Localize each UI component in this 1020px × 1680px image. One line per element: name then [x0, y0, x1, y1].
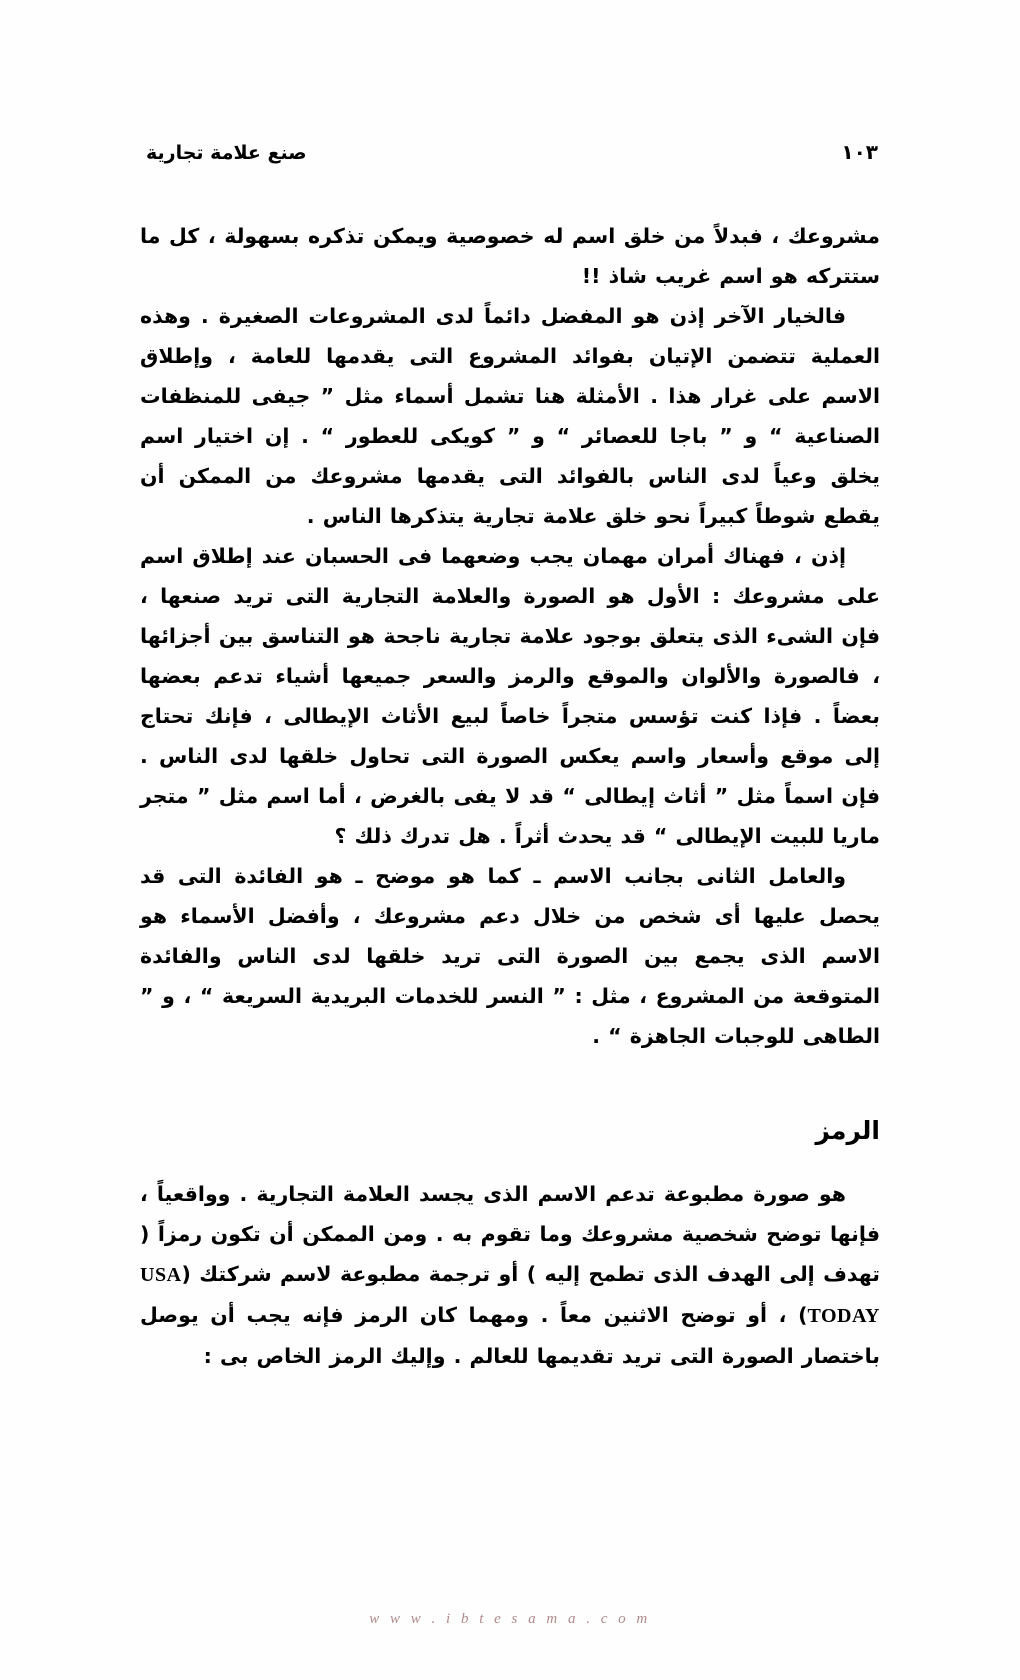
running-head — [140, 140, 880, 164]
section-paragraph-part-1: هو صورة مطبوعة تدعم الاسم الذى يجسد العلامة التجارية . وواقعياً ، فإنها توضح شخصية مشروعك وما تقوم به . ومن الممكن أن تكون رمزاً ( تهدف إلى الهدف الذى تطمح إليه ) أو ترجمة مطبوعة لاسم شركتك ( — [140, 1182, 880, 1286]
brand-name-usa-today: USA TODAY — [140, 1264, 880, 1327]
section-paragraph-part-2: ) ، أو توضح الاثنين معاً . ومهما كان الرمز فإنه يجب أن يوصل باختصار الصورة التى تريد تقديمها للعالم . وإليك الرمز الخاص بى : — [140, 1303, 880, 1368]
running-head-title: صنع علامة تجارية — [146, 142, 307, 164]
watermark-text: w w w . i b t e s a m a . c o m — [369, 1611, 651, 1627]
section-heading-symbol: الرمز — [815, 1116, 880, 1145]
paragraph-2: فالخيار الآخر إذن هو المفضل دائماً لدى المشروعات الصغيرة . وهذه العملية تتضمن الإتيان بفوائد المشروع التى يقدمها للعامة ، وإطلاق الاسم على غرار هذا . الأمثلة هنا تشمل أسماء مثل ” جيفى للمنظفات الصناعية “ و ” باجا للعصائر “ و ” كويكى للعطور “ . إن اختيار اسم يخلق وعياً لدى الناس بالفوائد التى يقدمها مشروعك من الممكن أن يقطع شوطاً كبيراً نحو خلق علامة تجارية يتذكرها الناس . — [140, 304, 880, 528]
paragraph-3: إذن ، فهناك أمران مهمان يجب وضعهما فى الحسبان عند إطلاق اسم على مشروعك : الأول هو الصورة والعلامة التجارية التى تريد صنعها ، فإن الشىء الذى يتعلق بوجود علامة تجارية ناجحة هو التناسق بين أجزائها ، فالصورة والألوان والموقع والرمز والسعر جميعها أشياء تدعم بعضها بعضاً . فإذا كنت تؤسس متجراً خاصاً لبيع الأثاث الإيطالى ، فإنك تحتاج إلى موقع وأسعار واسم يعكس الصورة التى تحاول خلقها لدى الناس . فإن اسماً مثل ” أثاث إيطالى “ قد لا يفى بالغرض ، أما اسم مثل ” متجر ماريا للبيت الإيطالى “ قد يحدث أثراً . هل تدرك ذلك ؟ — [140, 544, 880, 848]
body-text-column — [140, 216, 880, 1376]
paragraph-4: والعامل الثانى بجانب الاسم ـ كما هو موضح ـ هو الفائدة التى قد يحصل عليها أى شخص من خلال دعم مشروعك ، وأفضل الأسماء هو الاسم الذى يجمع بين الصورة التى تريد خلقها لدى الناس والفائدة المتوقعة من المشروع ، مثل : ” النسر للخدمات البريدية السريعة “ ، و ” الطاهى للوجبات الجاهزة “ . — [140, 864, 880, 1048]
page-content-area — [140, 140, 880, 1376]
footer-watermark — [0, 1608, 1020, 1628]
section-paragraph — [140, 1174, 880, 1376]
page-number: ١٠٣ — [841, 140, 878, 164]
paragraph-1: مشروعك ، فبدلاً من خلق اسم له خصوصية ويمكن تذكره بسهولة ، كل ما ستتركه هو اسم غريب شاذ !! — [140, 224, 880, 288]
